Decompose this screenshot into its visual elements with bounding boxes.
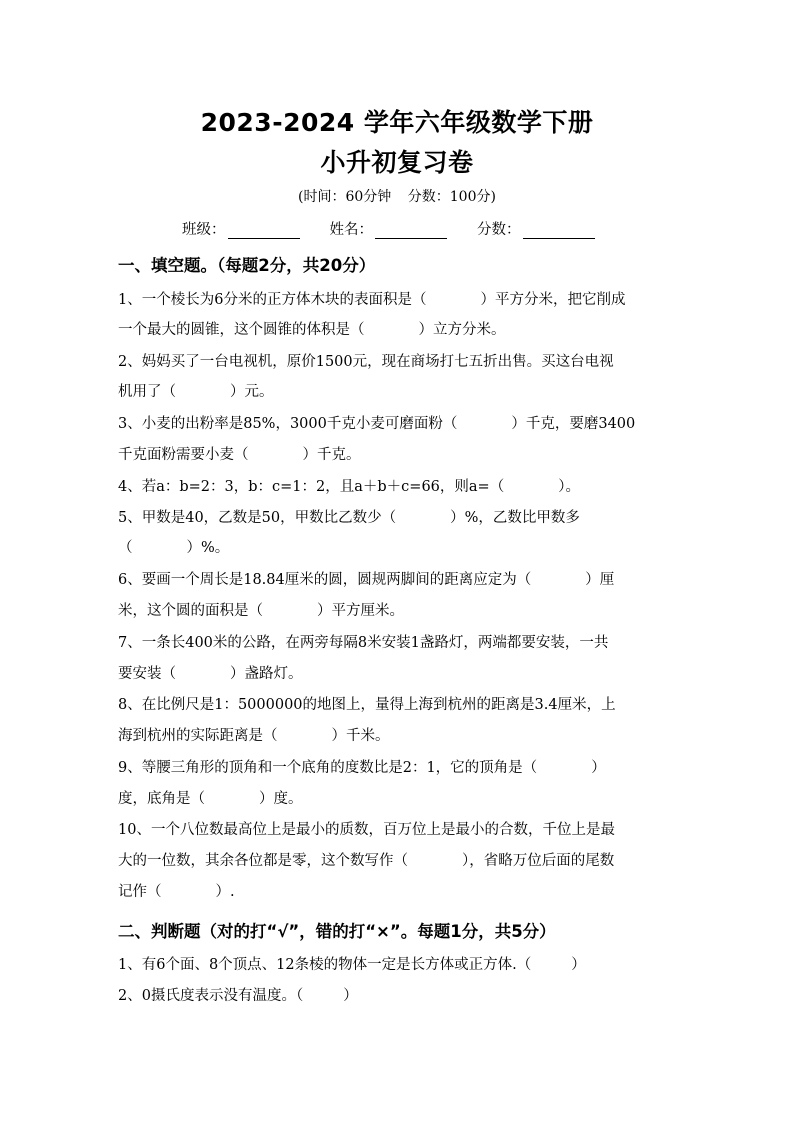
time-limit: (时间：60分钟	[298, 189, 392, 205]
name-field	[330, 218, 448, 239]
judge-q2: 2、0摄氏度表示没有温度。（ ）	[118, 988, 358, 1004]
fill-q10-line1: 10、一个八位数最高位上是最小的质数，百万位上是最小的合数，千位上是最	[118, 822, 615, 838]
section-fill-heading: 一、填空题。（每题2分，共20分）	[118, 256, 376, 275]
exam-meta	[0, 186, 794, 206]
fill-q1-line2: 一个最大的圆锥，这个圆锥的体积是（ ）立方分米。	[118, 322, 506, 338]
exam-subtitle: 小升初复习卷	[320, 148, 474, 177]
fill-q8-line2: 海到杭州的实际距离是（ ）千米。	[118, 728, 390, 744]
fill-q5-line2: （ ）%。	[118, 540, 230, 556]
fill-q4-line1: 4、若a：b=2：3，b：c=1：2，且a＋b＋c=66，则a=（ ）。	[118, 479, 580, 495]
student-info-row	[182, 218, 595, 239]
score-blank[interactable]	[523, 224, 595, 239]
fill-q10-line2: 大的一位数，其余各位都是零，这个数写作（ ），省略万位后面的尾数	[118, 853, 615, 869]
class-label: 班级：	[182, 222, 226, 238]
fill-q1-line1: 1、一个棱长为6分米的正方体木块的表面积是（ ）平方分米，把它削成	[118, 292, 626, 308]
exam-title: 2023-2024 学年六年级数学下册	[200, 108, 594, 137]
fill-q9-line1: 9、等腰三角形的顶角和一个底角的度数比是2：1，它的顶角是（ ）	[118, 760, 606, 776]
fill-q8-line1: 8、在比例尺是1：5000000的地图上，量得上海到杭州的距离是3.4厘米，上	[118, 697, 616, 713]
fill-q5-line1: 5、甲数是40，乙数是50，甲数比乙数少（ ）%，乙数比甲数多	[118, 510, 580, 526]
fill-q10-line3: 记作（ ）.	[118, 884, 235, 900]
class-field	[182, 218, 300, 239]
name-label: 姓名：	[329, 222, 373, 238]
fill-q6-line1: 6、要画一个周长是18.84厘米的圆，圆规两脚间的距离应定为（ ）厘	[118, 572, 615, 588]
name-blank[interactable]	[375, 224, 447, 239]
fill-q2-line1: 2、妈妈买了一台电视机，原价1500元，现在商场打七五折出售。买这台电视	[118, 354, 614, 370]
judge-q1: 1、有6个面、8个顶点、12条棱的物体一定是长方体或正方体.（ ）	[118, 957, 586, 973]
total-score: 分数：100分)	[407, 189, 496, 205]
fill-q9-line2: 度，底角是（ ）度。	[118, 791, 303, 807]
fill-q3-line1: 3、小麦的出粉率是85%，3000千克小麦可磨面粉（ ）千克，要磨3400	[118, 416, 636, 432]
fill-q3-line2: 千克面粉需要小麦（ ）千克。	[118, 447, 361, 463]
fill-q2-line2: 机用了（ ）元。	[118, 384, 274, 400]
fill-q7-line1: 7、一条长400米的公路，在两旁每隔8米安装1盏路灯，两端都要安装，一共	[118, 635, 609, 651]
section-judge-heading: 二、判断题（对的打“√”，错的打“×”。每题1分，共5分）	[118, 922, 556, 941]
score-label: 分数：	[477, 222, 521, 238]
fill-q6-line2: 米，这个圆的面积是（ ）平方厘米。	[118, 603, 404, 619]
score-field	[477, 218, 595, 239]
fill-q7-line2: 要安装（ ）盏路灯。	[118, 666, 303, 682]
class-blank[interactable]	[228, 224, 300, 239]
